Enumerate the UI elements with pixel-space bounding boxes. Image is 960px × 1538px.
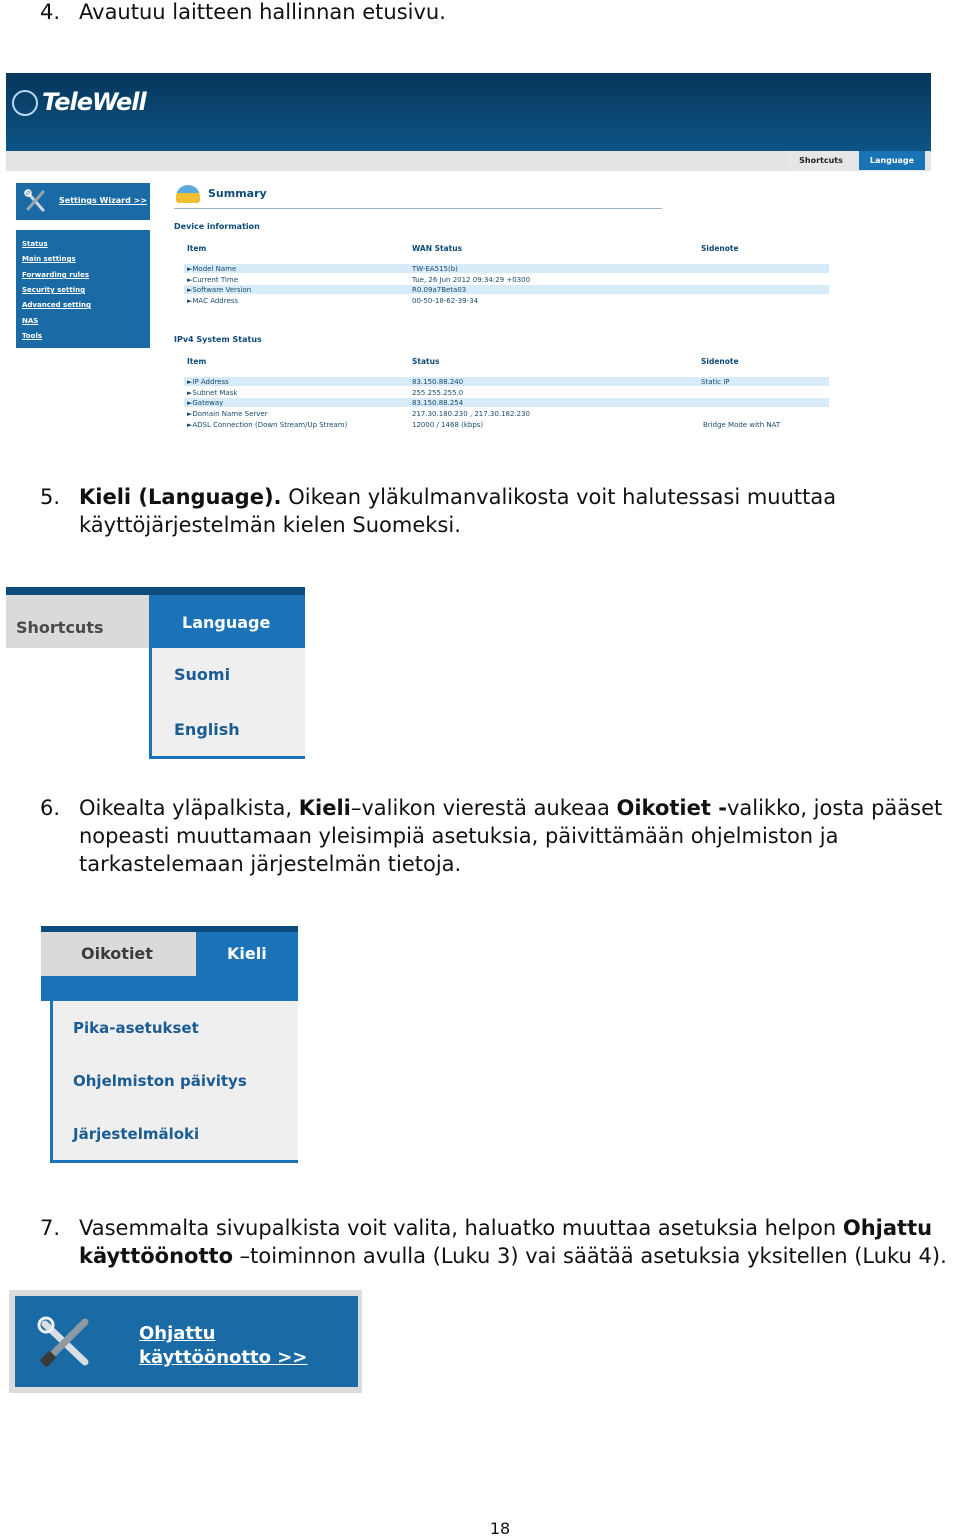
table-cell-item: ►Gateway bbox=[187, 399, 224, 407]
router-summary-screenshot bbox=[6, 73, 931, 435]
menu-item-english[interactable]: English bbox=[174, 720, 240, 739]
language-menu-screenshot bbox=[6, 587, 305, 763]
sidebar-item-forwarding-rules[interactable]: Forwarding rules bbox=[22, 271, 89, 279]
table-cell-item: ►Model Name bbox=[187, 265, 237, 273]
row-background bbox=[184, 285, 829, 294]
step-5 bbox=[40, 483, 955, 539]
table-cell-value: 83.150.88.240 bbox=[412, 378, 464, 386]
table-cell-item: ►MAC Address bbox=[187, 297, 239, 305]
step-6 bbox=[40, 794, 955, 878]
wizard-label-line1: Ohjattu bbox=[139, 1323, 216, 1344]
table-cell-item: ►Domain Name Server bbox=[187, 410, 268, 418]
table-cell-item: ►IP Address bbox=[187, 378, 229, 386]
shortcuts-menu-screenshot bbox=[41, 926, 298, 1163]
step-body: Vasemmalta sivupalkista voit valita, haluatko muuttaa asetuksia helpon bbox=[79, 1216, 843, 1240]
tools-icon bbox=[37, 1316, 93, 1368]
sidebar-item-main-settings[interactable]: Main settings bbox=[22, 255, 76, 263]
step-text: Avautuu laitteen hallinnan etusivu. bbox=[79, 0, 446, 24]
sidebar bbox=[6, 177, 162, 435]
step-number: 5. bbox=[40, 485, 61, 509]
column-header-sidenote: Sidenote bbox=[701, 244, 739, 253]
table-cell-note: Static IP bbox=[701, 378, 730, 386]
step-number: 7. bbox=[40, 1216, 61, 1240]
table-cell-value: 00-50-18-62-39-34 bbox=[412, 297, 479, 305]
menu-item-pika-asetukset[interactable]: Pika-asetukset bbox=[73, 1019, 199, 1037]
step-text bbox=[79, 794, 955, 878]
table-cell-value: Tue, 26 Jun 2012 09:34:29 +0300 bbox=[412, 276, 531, 284]
summary-title: Summary bbox=[208, 187, 267, 200]
table-cell-item: ►ADSL Connection (Down Stream/Up Stream) bbox=[187, 421, 348, 429]
column-header-item: Item bbox=[187, 244, 207, 253]
sidebar-item-security-setting[interactable]: Security setting bbox=[22, 286, 86, 294]
column-header-wan-status: WAN Status bbox=[412, 244, 463, 253]
device-info-heading: Device information bbox=[174, 222, 260, 231]
step-body: –toiminnon avulla (Luku 3) vai säätää asetuksia yksitellen (Luku 4). bbox=[233, 1244, 947, 1268]
table-cell-item: ►Subnet Mask bbox=[187, 389, 238, 397]
sidebar-item-status[interactable]: Status bbox=[22, 240, 48, 248]
sidebar-item-advanced-setting[interactable]: Advanced setting bbox=[22, 301, 92, 309]
settings-wizard-button[interactable] bbox=[16, 183, 150, 220]
table-cell-note: Bridge Mode with NAT bbox=[703, 421, 781, 429]
step-text bbox=[79, 483, 955, 539]
column-header-item: Item bbox=[187, 357, 207, 366]
step-body: Oikealta yläpalkista, bbox=[79, 796, 299, 820]
summary-panel bbox=[162, 177, 931, 435]
table-cell-item: ►Current Time bbox=[187, 276, 239, 284]
table-cell-value: 12000 / 1468 (kbps) bbox=[412, 421, 484, 429]
sidebar-item-nas[interactable]: NAS bbox=[22, 317, 39, 325]
column-header-status: Status bbox=[412, 357, 440, 366]
ohjattu-kayttoonotto-button[interactable] bbox=[15, 1296, 358, 1387]
ipv4-status-heading: IPv4 System Status bbox=[174, 335, 262, 344]
table-cell-value: 217.30.180.230 , 217.30.182.230 bbox=[412, 410, 531, 418]
step-number: 4. bbox=[40, 0, 61, 24]
menu-item-jarjestelmaloki[interactable]: Järjestelmäloki bbox=[73, 1125, 200, 1143]
sidebar-menu bbox=[16, 230, 150, 348]
summary-icon bbox=[176, 185, 200, 203]
tab-shortcuts[interactable] bbox=[6, 595, 149, 648]
step-bold: Oikotiet - bbox=[616, 796, 727, 820]
menu-item-ohjelmiston-paivitys[interactable]: Ohjelmiston päivitys bbox=[73, 1072, 247, 1090]
menu-bar-top bbox=[6, 587, 305, 595]
column-header-sidenote: Sidenote bbox=[701, 357, 739, 366]
page-number: 18 bbox=[489, 1519, 511, 1538]
tab-oikotiet[interactable] bbox=[41, 932, 196, 976]
language-dropdown bbox=[149, 648, 305, 759]
tab-language[interactable]: Language bbox=[182, 613, 271, 632]
step-bold: Ohjattu käyttöönotto bbox=[79, 1216, 933, 1268]
table-cell-value: 255.255.255.0 bbox=[412, 389, 464, 397]
step-body: valikko, josta pääset nopeasti muuttamaan yleisimpiä asetuksia, päivittämään ohjelmiston ja tarkastelemaan järjestelmän tietoja. bbox=[79, 796, 943, 876]
row-background bbox=[184, 377, 829, 386]
step-4 bbox=[40, 0, 955, 26]
step-body: –valikon vierestä aukeaa bbox=[350, 796, 617, 820]
settings-wizard-label: Settings Wizard >> bbox=[59, 196, 148, 205]
tab-shortcuts-label: Shortcuts bbox=[16, 618, 104, 637]
globe-icon bbox=[12, 90, 38, 116]
tab-shortcuts[interactable]: Shortcuts bbox=[786, 151, 856, 170]
row-background bbox=[184, 264, 829, 273]
tab-oikotiet-label: Oikotiet bbox=[81, 944, 153, 963]
step-text bbox=[79, 1214, 955, 1270]
table-cell-value: R0.09a7Beta03 bbox=[412, 286, 467, 294]
row-background bbox=[184, 398, 829, 407]
tools-icon bbox=[24, 189, 46, 213]
logo-text: TeleWell bbox=[42, 88, 146, 116]
divider bbox=[174, 208, 662, 209]
table-cell-item: ►Software Version bbox=[187, 286, 252, 294]
shortcuts-dropdown bbox=[50, 1001, 298, 1163]
step-number: 6. bbox=[40, 796, 61, 820]
tab-language[interactable]: Language bbox=[859, 151, 925, 170]
table-cell-value: 83.150.88.254 bbox=[412, 399, 464, 407]
header-banner bbox=[6, 73, 931, 151]
wizard-button-screenshot bbox=[9, 1290, 362, 1393]
sidebar-item-tools[interactable]: Tools bbox=[22, 332, 43, 340]
step-body: Oikean yläkulmanvalikosta voit halutessasi muuttaa käyttöjärjestelmän kielen Suomeksi. bbox=[79, 485, 837, 537]
step-bold: Kieli (Language). bbox=[79, 485, 282, 509]
menu-item-suomi[interactable]: Suomi bbox=[174, 665, 231, 684]
step-bold: Kieli bbox=[298, 796, 351, 820]
tab-kieli[interactable]: Kieli bbox=[227, 944, 267, 963]
wizard-label-line2: käyttöönotto >> bbox=[139, 1347, 308, 1368]
telewell-logo bbox=[12, 87, 162, 121]
table-cell-value: TW-EA515(b) bbox=[412, 265, 458, 273]
step-7 bbox=[40, 1214, 955, 1270]
